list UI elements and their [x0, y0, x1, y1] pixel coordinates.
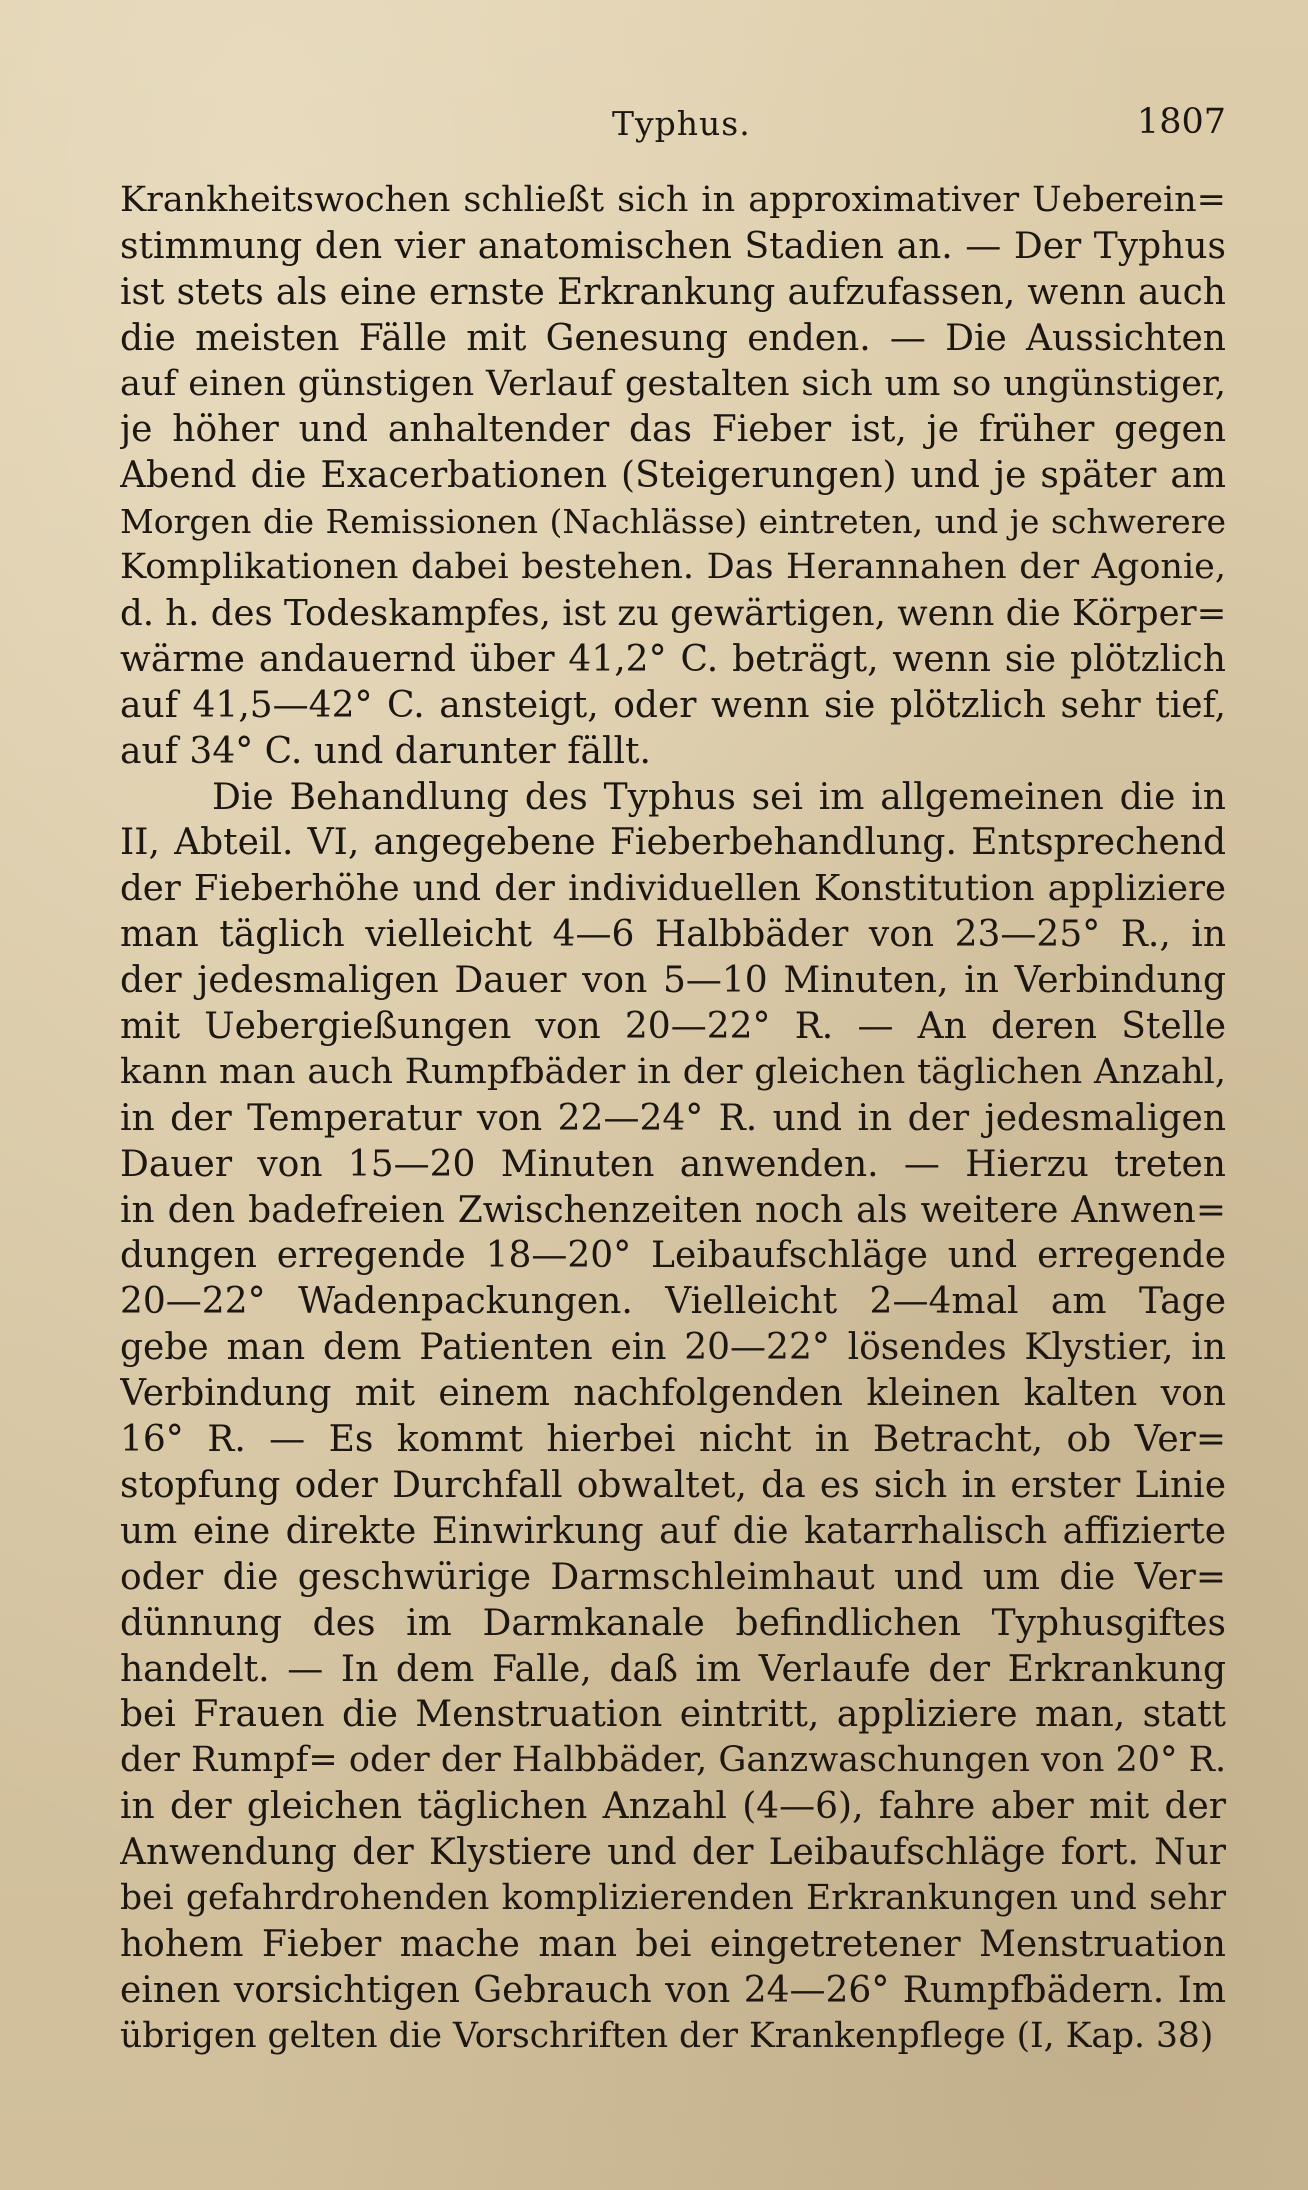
- text-line: bei gefahrdrohenden komplizierenden Erkrankungen und sehr: [120, 1877, 1226, 1918]
- text-line: je höher und anhaltender das Fieber ist, je früher gegen: [120, 409, 1226, 451]
- text-line: Komplikationen dabei bestehen. Das Herannahen der Agonie,: [120, 547, 1226, 588]
- text-line: gebe man dem Patienten ein 20—22° lösendes Klystier, in: [120, 1327, 1226, 1369]
- text-line: hohem Fieber mache man bei eingetretener Menstruation: [120, 1923, 1226, 1965]
- text-line: dungen erregende 18—20° Leibaufschläge und erregende: [120, 1235, 1226, 1277]
- text-line: auf 41,5—42° C. ansteigt, oder wenn sie plötzlich sehr tief,: [120, 684, 1226, 726]
- page-number: 1807: [1136, 102, 1226, 142]
- text-line: die meisten Fälle mit Genesung enden. — Die Aussichten: [120, 317, 1226, 359]
- text-line: d. h. des Todeskampfes, ist zu gewärtigen, wenn die Körper=: [120, 593, 1226, 635]
- text-line: der Rumpf= oder der Halbbäder, Ganzwaschungen von 20° R.: [120, 1740, 1226, 1781]
- text-line: 16° R. — Es kommt hierbei nicht in Betracht, ob Ver=: [120, 1419, 1226, 1461]
- text-line: der jedesmaligen Dauer von 5—10 Minuten, in Verbindung: [120, 960, 1226, 1002]
- text-line: kann man auch Rumpfbäder in der gleichen täglichen Anzahl,: [120, 1051, 1226, 1092]
- text-line: Anwendung der Klystiere und der Leibaufschläge fort. Nur: [120, 1832, 1226, 1874]
- text-line: Verbindung mit einem nachfolgenden kleinen kalten von: [120, 1373, 1226, 1415]
- text-line: in den badefreien Zwischenzeiten noch als weitere Anwen=: [120, 1189, 1226, 1231]
- text-line: um eine direkte Einwirkung auf die katarrhalisch affizierte: [120, 1510, 1226, 1552]
- text-line: Dauer von 15—20 Minuten anwenden. — Hierzu treten: [120, 1143, 1226, 1185]
- text-line: einen vorsichtigen Gebrauch von 24—26° Rumpfbädern. Im: [120, 1969, 1226, 2011]
- paragraph-end-line: auf 34° C. und darunter fällt.: [120, 730, 651, 772]
- text-line: übrigen gelten die Vorschriften der Krankenpflege (I, Kap. 38): [120, 2015, 1214, 2056]
- text-line: II, Abteil. VI, angegebene Fieberbehandlung. Entsprechend: [120, 822, 1226, 864]
- text-line: bei Frauen die Menstruation eintritt, appliziere man, statt: [120, 1694, 1226, 1736]
- text-line: mit Uebergießungen von 20—22° R. — An deren Stelle: [120, 1006, 1226, 1048]
- text-line: in der Temperatur von 22—24° R. und in der jedesmaligen: [120, 1097, 1226, 1139]
- text-line: in der gleichen täglichen Anzahl (4—6), fahre aber mit der: [120, 1786, 1226, 1828]
- text-line: stopfung oder Durchfall obwaltet, da es sich in erster Linie: [120, 1464, 1226, 1506]
- text-line: Morgen die Remissionen (Nachlässe) eintreten, und je schwerere: [120, 502, 1226, 542]
- text-line: wärme andauernd über 41,2° C. beträgt, wenn sie plötzlich: [120, 638, 1226, 680]
- paragraph-start-line: Die Behandlung des Typhus sei im allgemeinen die in: [212, 776, 1226, 818]
- text-line: der Fieberhöhe und der individuellen Konstitution appliziere: [120, 868, 1226, 910]
- body-text: [120, 178, 1226, 2060]
- text-line: dünnung des im Darmkanale befindlichen Typhusgiftes: [120, 1602, 1226, 1644]
- text-line: oder die geschwürige Darmschleimhaut und um die Ver=: [120, 1556, 1226, 1598]
- text-line: auf einen günstigen Verlauf gestalten sich um so ungünstiger,: [120, 363, 1226, 404]
- text-line: man täglich vielleicht 4—6 Halbbäder von 23—25° R., in: [120, 914, 1226, 956]
- running-title: Typhus.: [612, 104, 751, 143]
- text-line: ist stets als eine ernste Erkrankung aufzufassen, wenn auch: [120, 271, 1226, 313]
- text-line: 20—22° Wadenpackungen. Vielleicht 2—4mal am Tage: [120, 1281, 1226, 1323]
- text-line: handelt. — In dem Falle, daß im Verlaufe der Erkrankung: [120, 1648, 1226, 1690]
- running-head: [0, 104, 1308, 154]
- text-line: Krankheitswochen schließt sich in approximativer Ueberein=: [120, 180, 1226, 220]
- text-line: Abend die Exacerbationen (Steigerungen) und je später am: [120, 455, 1226, 497]
- text-line: stimmung den vier anatomischen Stadien an. — Der Typhus: [120, 225, 1226, 267]
